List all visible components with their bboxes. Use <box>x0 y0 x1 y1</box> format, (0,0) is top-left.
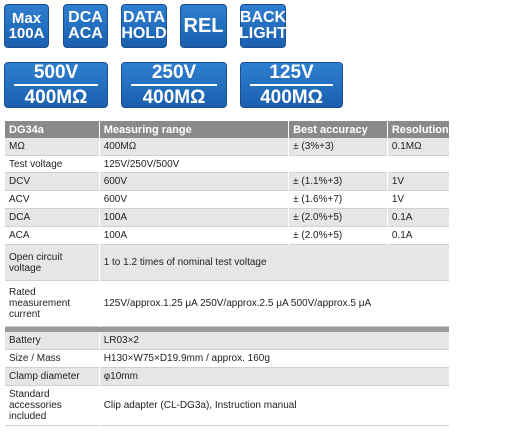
voltage-125v-badge <box>240 62 343 108</box>
table-cell: Clamp diameter <box>5 368 99 386</box>
table-cell: ACV <box>5 191 99 209</box>
back-light-badge <box>240 4 286 48</box>
table-header-row <box>5 121 449 138</box>
table-row <box>5 173 449 191</box>
data-hold-badge <box>121 4 167 48</box>
max-100a-badge <box>4 4 49 48</box>
table-cell: 600V <box>100 191 288 209</box>
table-row <box>5 368 449 386</box>
voltage-500v-badge <box>4 62 108 108</box>
table-cell: 0.1A <box>388 209 449 227</box>
table-cell: 1V <box>388 173 449 191</box>
badge-line: ACA <box>68 25 103 42</box>
table-cell: Battery <box>5 332 99 350</box>
voltage-label: 125V <box>269 62 314 83</box>
column-header: Resolution <box>388 121 449 138</box>
table-cell: Rated measurement current <box>5 281 99 327</box>
resistance-label: 400MΩ <box>142 87 206 108</box>
table-row <box>5 209 449 227</box>
table-row <box>5 350 449 368</box>
badge-line: HOLD <box>121 25 167 42</box>
column-header: Measuring range <box>100 121 288 138</box>
table-cell <box>388 156 449 173</box>
table-row <box>5 332 449 350</box>
table-cell: 0.1MΩ <box>388 138 449 156</box>
resistance-label: 400MΩ <box>260 87 323 108</box>
voltage-250v-badge <box>121 62 227 108</box>
table-cell: 125V/250V/500V <box>100 156 288 173</box>
badge-line: BACK <box>239 9 287 26</box>
divider <box>14 84 98 86</box>
table-cell: ± (2.0%+5) <box>289 209 387 227</box>
table-cell: DCV <box>5 173 99 191</box>
column-header: DG34a <box>5 121 99 138</box>
table-row <box>5 245 449 281</box>
table-cell: ACA <box>5 227 99 245</box>
table-cell: 0.1A <box>388 227 449 245</box>
table-cell: 400MΩ <box>100 138 288 156</box>
table-cell: Standard accessories included <box>5 386 99 426</box>
spec-table <box>4 121 450 426</box>
table-cell: Open circuit voltage <box>5 245 99 281</box>
badge-line: 100A <box>8 25 45 42</box>
voltage-label: 250V <box>151 62 197 83</box>
table-cell: 100A <box>100 209 288 227</box>
table-cell: 1V <box>388 191 449 209</box>
badge-line: LIGHT <box>239 25 287 42</box>
table-cell: 125V/approx.1.25 μA 250V/approx.2.5 μA 500V/approx.5 μA <box>100 281 449 327</box>
dca-aca-badge <box>63 4 108 48</box>
badge-line: Max <box>11 10 42 27</box>
table-cell <box>289 156 387 173</box>
table-row <box>5 386 449 426</box>
table-cell: 100A <box>100 227 288 245</box>
badge-line: DATA <box>122 9 166 26</box>
table-cell: Test voltage <box>5 156 99 173</box>
table-cell: Size / Mass <box>5 350 99 368</box>
badge-line: REL <box>183 15 224 37</box>
table-cell: φ10mm <box>100 368 449 386</box>
table-row <box>5 191 449 209</box>
table-row <box>5 227 449 245</box>
table-cell: ± (3%+3) <box>289 138 387 156</box>
table-row <box>5 138 449 156</box>
table-cell: H130×W75×D19.9mm / approx. 160g <box>100 350 449 368</box>
badge-line: DCA <box>68 9 103 26</box>
voltage-label: 500V <box>33 62 79 83</box>
table-cell: 1 to 1.2 times of nominal test voltage <box>100 245 449 281</box>
table-cell: ± (2.0%+5) <box>289 227 387 245</box>
table-cell: Clip adapter (CL-DG3a), Instruction manual <box>100 386 449 426</box>
table-cell: ± (1.1%+3) <box>289 173 387 191</box>
table-cell: ± (1.6%+7) <box>289 191 387 209</box>
table-cell: MΩ <box>5 138 99 156</box>
divider <box>131 84 216 86</box>
table-cell: DCA <box>5 209 99 227</box>
rel-badge <box>180 4 227 48</box>
column-header: Best accuracy <box>289 121 387 138</box>
table-row <box>5 281 449 327</box>
resistance-label: 400MΩ <box>24 87 88 108</box>
table-cell: 600V <box>100 173 288 191</box>
divider <box>250 84 333 86</box>
table-cell: LR03×2 <box>100 332 449 350</box>
table-row <box>5 156 449 173</box>
